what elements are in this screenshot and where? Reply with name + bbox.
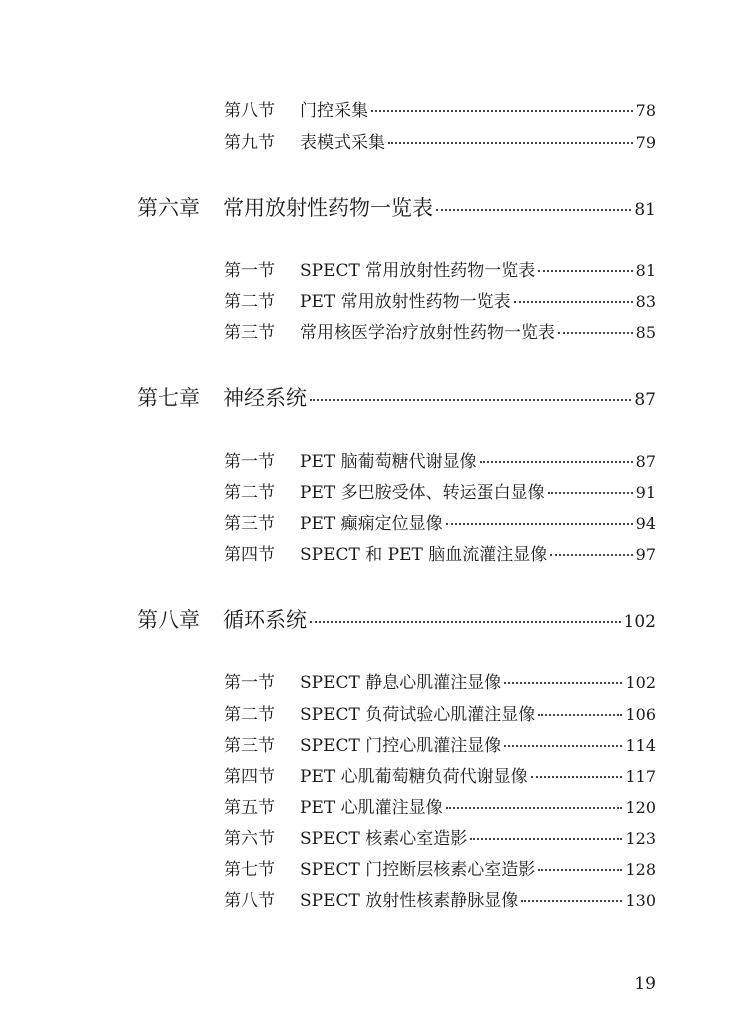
dot-leader [550,554,632,556]
section-title: PET 癫痫定位显像 [300,514,443,534]
section-title: 表模式采集 [300,133,385,153]
section-number: 第四节 [224,545,275,565]
toc-line [224,793,656,818]
dot-leader [504,745,622,747]
toc-line [224,509,656,534]
page-ref: 87 [635,452,656,471]
dot-leader [388,142,633,144]
section-title: SPECT 放射性核素静脉显像 [300,891,519,911]
section-number: 第六节 [224,829,275,849]
page-ref: 97 [635,545,656,564]
chapter-number: 第八章 [137,608,200,632]
dot-leader [558,332,633,334]
section-number: 第八节 [224,101,275,121]
dot-leader [548,492,633,494]
page-ref: 94 [635,514,656,533]
section-title: SPECT 和 PET 脑血流灌注显像 [300,545,548,565]
dot-leader [310,399,631,401]
toc-line [224,668,656,693]
dot-leader [436,209,631,211]
toc-line [224,540,656,565]
section-number: 第一节 [224,673,275,693]
toc-line [224,762,656,787]
section-number: 第七节 [224,860,275,880]
toc-chapter-line [137,382,656,412]
section-number: 第八节 [224,891,275,911]
toc-line [224,731,656,756]
page-ref: 117 [625,767,656,786]
page-ref: 102 [625,673,656,692]
section-number: 第二节 [224,292,275,312]
section-title: 门控采集 [300,101,368,121]
section-title: SPECT 负荷试验心肌灌注显像 [300,705,536,725]
toc-chapter-line [137,192,656,222]
section-title: PET 常用放射性药物一览表 [300,292,511,312]
dot-leader [514,301,633,303]
section-title: SPECT 常用放射性药物一览表 [300,261,536,281]
page-ref: 81 [635,261,656,280]
section-title: PET 心肌灌注显像 [300,798,443,818]
dot-leader [504,682,622,684]
toc-line [224,287,656,312]
toc-line [224,447,656,472]
chapter-title: 神经系统 [223,386,307,410]
section-number: 第二节 [224,483,275,503]
page-ref: 87 [634,390,656,410]
section-number: 第四节 [224,767,275,787]
chapter-title: 常用放射性药物一览表 [223,196,433,220]
dot-leader [310,621,621,623]
toc-line [224,824,656,849]
dot-leader [538,869,622,871]
chapter-title: 循环系统 [223,608,307,632]
section-number: 第五节 [224,798,275,818]
toc-line [224,128,656,153]
dot-leader [538,270,632,272]
page-ref: 130 [625,891,656,910]
section-title: SPECT 门控断层核素心室造影 [300,860,536,880]
page-ref: 114 [625,736,656,755]
page-ref: 128 [625,860,656,879]
section-number: 第一节 [224,261,275,281]
section-number: 第三节 [224,514,275,534]
toc-line [224,478,656,503]
section-title: PET 心肌葡萄糖负荷代谢显像 [300,767,528,787]
dot-leader [480,461,633,463]
section-title: PET 脑葡萄糖代谢显像 [300,452,477,472]
toc-line [224,700,656,725]
section-title: 常用核医学治疗放射性药物一览表 [300,323,555,343]
page-ref: 120 [625,798,656,817]
page-ref: 78 [635,101,656,120]
page-ref: 79 [635,133,656,152]
dot-leader [371,110,633,112]
toc-line [224,96,656,121]
page-ref: 106 [625,705,656,724]
toc-line [224,256,656,281]
section-title: SPECT 门控心肌灌注显像 [300,736,502,756]
section-number: 第九节 [224,133,275,153]
dot-leader [531,776,623,778]
dot-leader [538,714,622,716]
page-ref: 91 [635,483,656,502]
section-number: 第二节 [224,705,275,725]
page-ref: 123 [625,829,656,848]
section-title: SPECT 核素心室造影 [300,829,468,849]
section-number: 第三节 [224,736,275,756]
chapter-number: 第六章 [137,196,200,220]
dot-leader [521,900,622,902]
section-number: 第一节 [224,452,275,472]
toc-line [224,855,656,880]
chapter-number: 第七章 [137,386,200,410]
toc-chapter-line [137,604,656,634]
page-ref: 85 [635,323,656,342]
section-number: 第三节 [224,323,275,343]
section-title: SPECT 静息心肌灌注显像 [300,673,502,693]
page-ref: 83 [635,292,656,311]
dot-leader [470,838,622,840]
toc-line [224,886,656,911]
toc-line [224,318,656,343]
page-ref: 81 [634,200,656,220]
dot-leader [446,807,623,809]
dot-leader [446,523,633,525]
page-ref: 102 [623,612,656,632]
page-number: 19 [634,974,656,994]
section-title: PET 多巴胺受体、转运蛋白显像 [300,483,545,503]
